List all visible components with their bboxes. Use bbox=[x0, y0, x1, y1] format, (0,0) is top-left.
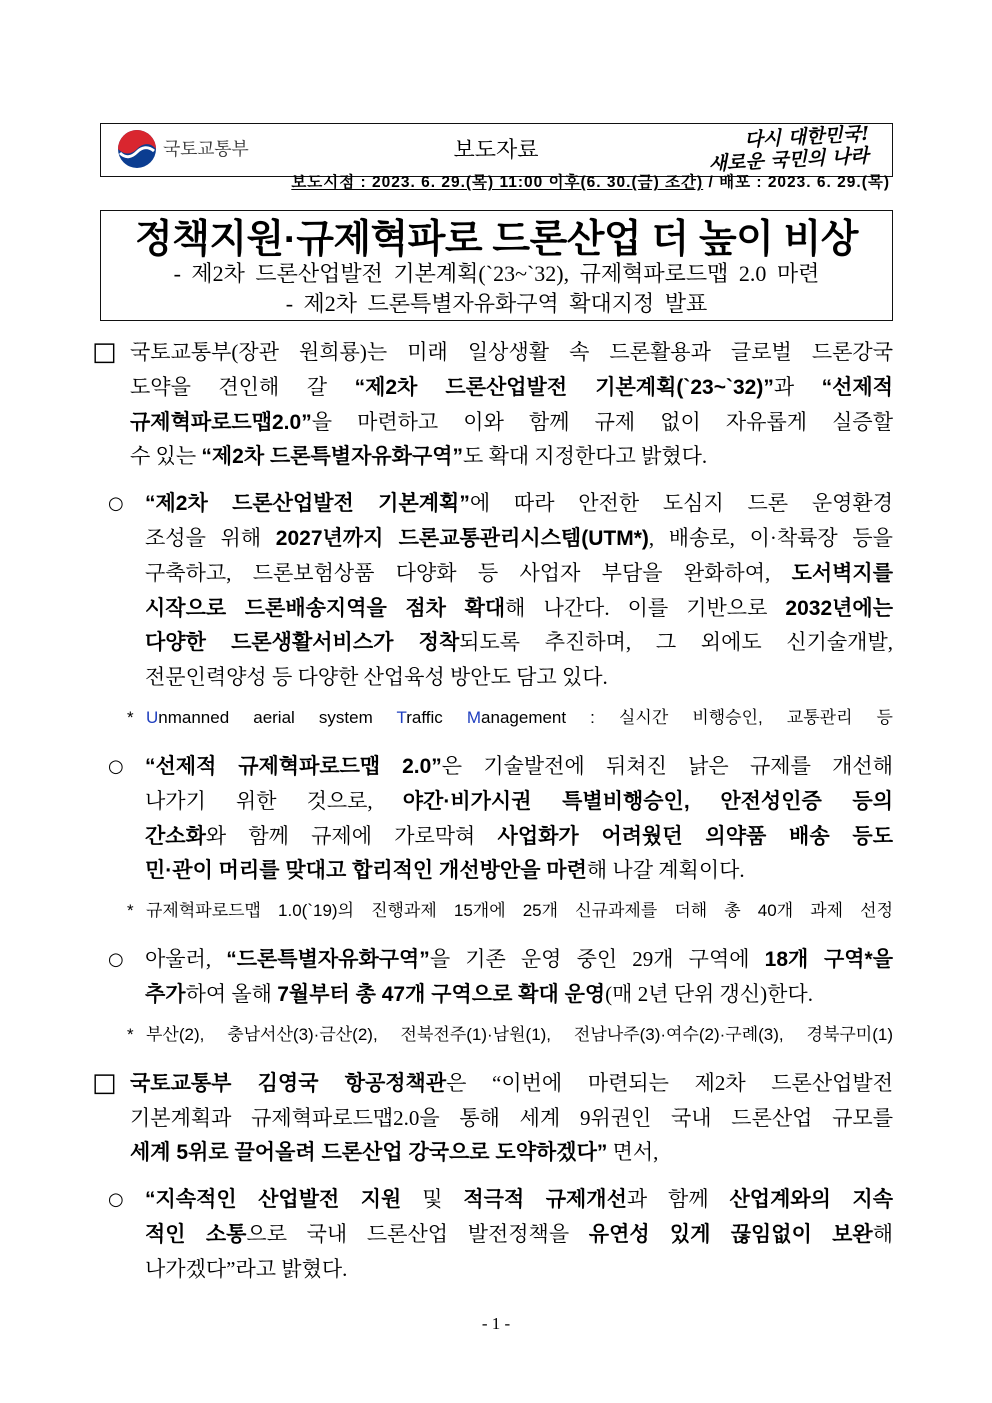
square-bullet: □ bbox=[92, 337, 117, 367]
highlighted-letter: U bbox=[146, 707, 159, 727]
main-paragraph bbox=[0, 335, 992, 474]
subheadline-1: - 제2차 드론산업발전 기본계획(`23~`32), 규제혁파로드맵 2.0 마련 bbox=[173, 261, 820, 286]
paragraph-text bbox=[145, 942, 893, 1012]
text-segment: 을 기존 운영 중인 29개 구역에 bbox=[429, 947, 765, 972]
paragraph-text bbox=[145, 1182, 893, 1286]
text-segment: 해 나갈 계획이다. bbox=[586, 858, 745, 883]
paragraph-text bbox=[145, 749, 893, 888]
text-segment: 나가겠다”라고 밝혔다. bbox=[145, 1256, 348, 1281]
ministry-name: 국토교통부 bbox=[163, 139, 249, 159]
text-line bbox=[130, 370, 893, 405]
text-segment: 조성을 위해 bbox=[145, 525, 276, 550]
text-line bbox=[145, 625, 893, 660]
text-line bbox=[145, 749, 893, 784]
highlighted-letter: M bbox=[466, 707, 482, 727]
text-line bbox=[145, 660, 893, 695]
text-segment: 해 bbox=[872, 1221, 893, 1246]
text-segment: 구축하고, 드론보험상품 다양화 등 사업자 부담을 완화하여, bbox=[145, 560, 792, 585]
text-segment: nmanned aerial system bbox=[158, 707, 397, 727]
footnote-asterisk: * bbox=[127, 1024, 134, 1044]
bold-text: “제2차 드론산업발전 기본계획” bbox=[145, 492, 470, 516]
text-line bbox=[145, 1252, 893, 1287]
text-segment: anagement : 실시간 비행승인, 교통관리 등 bbox=[481, 707, 893, 727]
text-line bbox=[145, 1217, 893, 1252]
text-line bbox=[130, 439, 893, 474]
bold-text: “드론특별자유화구역” bbox=[226, 948, 430, 972]
circle-bullet: ○ bbox=[108, 755, 124, 777]
distribution-date: 배포 : 2023. 6. 29.(목) bbox=[719, 174, 890, 191]
bold-text: “지속적인 산업발전 지원 bbox=[145, 1188, 402, 1212]
text-line bbox=[145, 977, 893, 1012]
headline-box bbox=[100, 210, 893, 321]
text-segment: 나가기 위한 것으로, bbox=[145, 788, 403, 813]
text-line bbox=[145, 942, 893, 977]
bold-text: 국토교통부 김영국 항공정책관 bbox=[130, 1071, 447, 1095]
text-line bbox=[130, 1101, 893, 1136]
text-segment: 부산(2), 충남서산(3)·금산(2), 전북전주(1)·남원(1), 전남나주(3)·여수(2)·구례(3), 경북구미(1) bbox=[146, 1024, 893, 1044]
bold-text: 세계 5위로 끌어올려 드론산업 강국으로 도약하겠다” bbox=[130, 1141, 608, 1165]
bold-text: 규제혁파로드맵2.0” bbox=[130, 410, 312, 434]
bold-text: 적극적 규제개선 bbox=[463, 1188, 627, 1212]
bold-text: 18개 구역*을 bbox=[764, 948, 894, 972]
text-line bbox=[130, 1066, 893, 1101]
sub-paragraph bbox=[0, 1182, 992, 1286]
text-line bbox=[146, 1020, 893, 1050]
text-segment: 으로 국내 드론산업 발전정책을 bbox=[246, 1221, 589, 1246]
slogan-line-2: 새로운 국민의 나라 bbox=[708, 144, 870, 176]
text-segment: , 배송로, 이·착륙장 등을 bbox=[648, 525, 893, 550]
paragraph-text bbox=[146, 896, 893, 926]
text-segment: 전문인력양성 등 다양한 산업육성 방안도 담고 있다. bbox=[145, 665, 608, 690]
text-segment: 와 함께 규제에 가로막혀 bbox=[205, 823, 498, 848]
paragraph-text bbox=[146, 703, 893, 733]
footnote bbox=[0, 896, 992, 926]
bold-text: 유연성 있게 끊임없이 보완 bbox=[588, 1222, 873, 1246]
text-line bbox=[145, 819, 893, 854]
bold-text: “선제적 규제혁파로드맵 2.0” bbox=[145, 754, 442, 778]
headline: 정책지원·규제혁파로 드론산업 더 높이 비상 bbox=[135, 218, 858, 261]
footnote bbox=[0, 703, 992, 733]
footnote-asterisk: * bbox=[127, 901, 134, 921]
slogan-line-1: 다시 대한민국! bbox=[743, 122, 870, 152]
text-line bbox=[145, 486, 893, 521]
footnote-asterisk: * bbox=[127, 707, 134, 727]
text-line bbox=[145, 521, 893, 556]
footnote bbox=[0, 1020, 992, 1050]
paragraph-text bbox=[130, 1066, 893, 1170]
text-line bbox=[145, 591, 893, 626]
paragraph-text bbox=[146, 1020, 893, 1050]
press-release-body bbox=[0, 335, 992, 1287]
text-line bbox=[146, 896, 893, 926]
bold-text: 사업화가 어려웠던 의약품 배송 등도 bbox=[497, 824, 893, 848]
page-number: - 1 - bbox=[481, 1314, 511, 1333]
bold-text: 간소화 bbox=[145, 824, 206, 848]
highlighted-letter: T bbox=[396, 707, 407, 727]
text-line bbox=[130, 405, 893, 440]
sub-paragraph bbox=[0, 749, 992, 888]
press-release-header bbox=[100, 123, 893, 177]
government-emblem-icon bbox=[117, 129, 157, 169]
sub-paragraph bbox=[0, 942, 992, 1012]
text-segment: 해 나간다. 이를 기반으로 bbox=[505, 595, 786, 620]
bold-text: 산업계와의 지속 bbox=[729, 1188, 893, 1212]
text-segment: 수 있는 bbox=[130, 444, 202, 469]
bold-text: 야간·비가시권 특별비행승인, 안전성인증 등의 bbox=[402, 789, 893, 813]
bold-text: “선제적 bbox=[821, 375, 893, 399]
bold-text: 2032년에는 bbox=[785, 596, 893, 620]
bold-text: 7월부터 총 47개 구역으로 확대 운영 bbox=[277, 982, 606, 1006]
text-segment: raffic bbox=[406, 707, 467, 727]
circle-bullet: ○ bbox=[108, 949, 124, 971]
text-line bbox=[146, 703, 893, 733]
text-segment: 을 마련하고 이와 함께 규제 없이 자유롭게 실증할 bbox=[311, 409, 893, 434]
bold-text: 도서벽지를 bbox=[791, 561, 893, 585]
text-segment: 은 기술발전에 뒤쳐진 낡은 규제를 개선해 bbox=[441, 753, 893, 778]
text-segment: 기본계획과 규제혁파로드맵2.0을 통해 세계 9위권인 국내 드론산업 규모를 bbox=[130, 1105, 893, 1130]
text-line bbox=[130, 335, 893, 370]
government-slogan bbox=[695, 122, 881, 176]
text-segment: 면서, bbox=[607, 1140, 659, 1165]
text-segment: 과 bbox=[773, 374, 822, 399]
subheadline-2: - 제2차 드론특별자유화구역 확대지정 발표 bbox=[285, 291, 708, 316]
bold-text: 다양한 드론생활서비스가 정착 bbox=[145, 631, 460, 655]
text-segment: 은 “이번에 마련되는 제2차 드론산업발전 bbox=[446, 1070, 893, 1095]
bold-text: “제2차 드론산업발전 기본계획(`23~`32)” bbox=[354, 375, 774, 399]
text-line bbox=[145, 853, 893, 888]
text-line bbox=[130, 1135, 893, 1170]
bold-text: 시작으로 드론배송지역을 점차 확대 bbox=[145, 596, 506, 620]
square-bullet: □ bbox=[92, 1067, 117, 1098]
embargo-time: 보도시점 : 2023. 6. 29.(목) 11:00 이후(6. 30.(금) 조간) bbox=[291, 174, 704, 191]
text-segment: (매 2년 단위 갱신)한다. bbox=[605, 981, 813, 1006]
text-segment: 도 확대 지정한다고 밝혔다. bbox=[463, 444, 708, 469]
paragraph-text bbox=[145, 486, 893, 695]
bold-text: 추가 bbox=[145, 982, 186, 1006]
bold-text: 2027년까지 드론교통관리시스템(UTM*) bbox=[275, 526, 649, 550]
circle-bullet: ○ bbox=[108, 493, 124, 515]
text-line bbox=[145, 556, 893, 591]
text-segment: 규제혁파로드맵 1.0(`19)의 진행과제 15개에 25개 신규과제를 더해 총 40개 과제 선정 bbox=[146, 901, 893, 921]
bold-text: “제2차 드론특별자유화구역” bbox=[201, 445, 464, 469]
text-line bbox=[145, 784, 893, 819]
text-segment: 및 bbox=[401, 1187, 464, 1212]
release-separator: / bbox=[703, 174, 720, 191]
paragraph-text bbox=[130, 335, 893, 474]
main-paragraph bbox=[0, 1066, 992, 1170]
text-line bbox=[145, 1182, 893, 1217]
bold-text: 적인 소통 bbox=[145, 1222, 247, 1246]
text-segment: 에 따라 안전한 도심지 드론 운영환경 bbox=[469, 491, 894, 516]
text-segment: 과 함께 bbox=[626, 1187, 730, 1212]
bold-text: 민·관이 머리를 맞대고 합리적인 개선방안을 마련 bbox=[145, 859, 587, 883]
circle-bullet: ○ bbox=[108, 1189, 124, 1211]
sub-paragraph bbox=[0, 486, 992, 695]
text-segment: 되도록 추진하며, 그 외에도 신기술개발, bbox=[459, 630, 893, 655]
text-segment: 하여 올해 bbox=[185, 981, 278, 1006]
document-type: 보도자료 bbox=[453, 137, 539, 162]
text-segment: 도약을 견인해 갈 bbox=[130, 374, 355, 399]
text-segment: 국토교통부(장관 원희룡)는 미래 일상생활 속 드론활용과 글로벌 드론강국 bbox=[130, 340, 893, 364]
release-info bbox=[291, 174, 890, 192]
text-segment: 아울러, bbox=[145, 947, 227, 972]
